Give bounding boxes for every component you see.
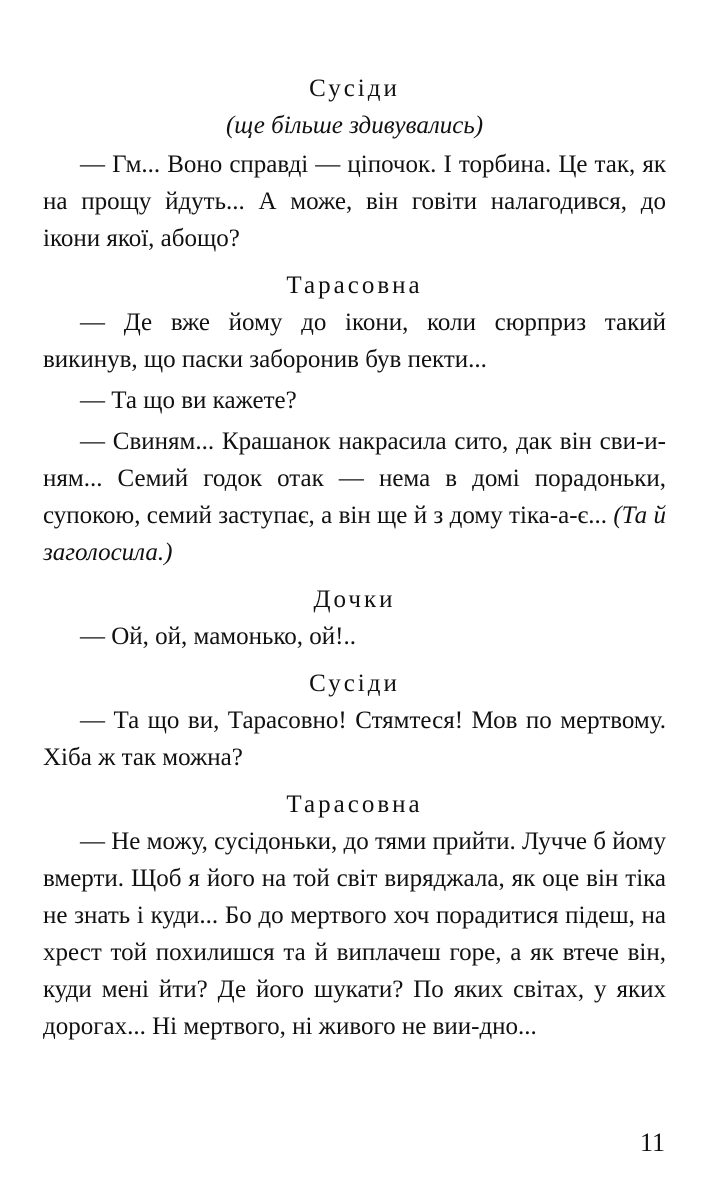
page-number: 11 bbox=[639, 1128, 665, 1157]
inline-stage-direction: (Та й заголосила.) bbox=[43, 502, 667, 566]
speaker-name: Дочки bbox=[313, 586, 396, 613]
speech-line: — Та що ви кажете? bbox=[80, 387, 297, 414]
speech-line: — Не можу, сусідоньки, до тями прийти. Лучче б йому вмерти. Щоб я його на той світ виряджала, як оце він тіка не знать і куди... Бо до мертвого хоч порадитися підеш, на хрест той похилишся та й виплачеш горе, а як втече він, куди мені йти? Де його шукати? По яких світах, у яких дорогах... Ні мертвого, ні живого не вии-дно... bbox=[43, 828, 666, 1040]
speaker-name: Сусіди bbox=[309, 670, 400, 697]
speech-line: — Ой, ой, мамонько, ой!.. bbox=[80, 623, 356, 650]
speech-line: — Та що ви, Тарасовно! Стямтеся! Мов по мертвому. Хіба ж так можна? bbox=[43, 707, 666, 771]
speaker-name: Тарасовна bbox=[286, 791, 423, 818]
speech-text: — Свиням... Крашанок накрасила сито, дак він сви-и-ням... Семий годок отак — нема в домі порадоньки, супокою, семий заступає, а він ще й з дому тіка-а-є... bbox=[43, 428, 666, 529]
speaker-name: Сусіди bbox=[309, 75, 400, 102]
speech-line bbox=[43, 423, 666, 571]
stage-direction: (ще більше здивувались) bbox=[225, 112, 484, 139]
speaker-name: Тарасовна bbox=[286, 272, 423, 299]
speech-line: — Гм... Воно справді — ціпочок. І торбина. Це так, як на прощу йдуть... А може, він говіти налагодився, до ікони якої, абощо? bbox=[43, 151, 666, 252]
page-text bbox=[43, 70, 666, 1055]
speech-line: — Де вже йому до ікони, коли сюрприз такий викинув, що паски заборонив був пекти... bbox=[43, 309, 666, 373]
